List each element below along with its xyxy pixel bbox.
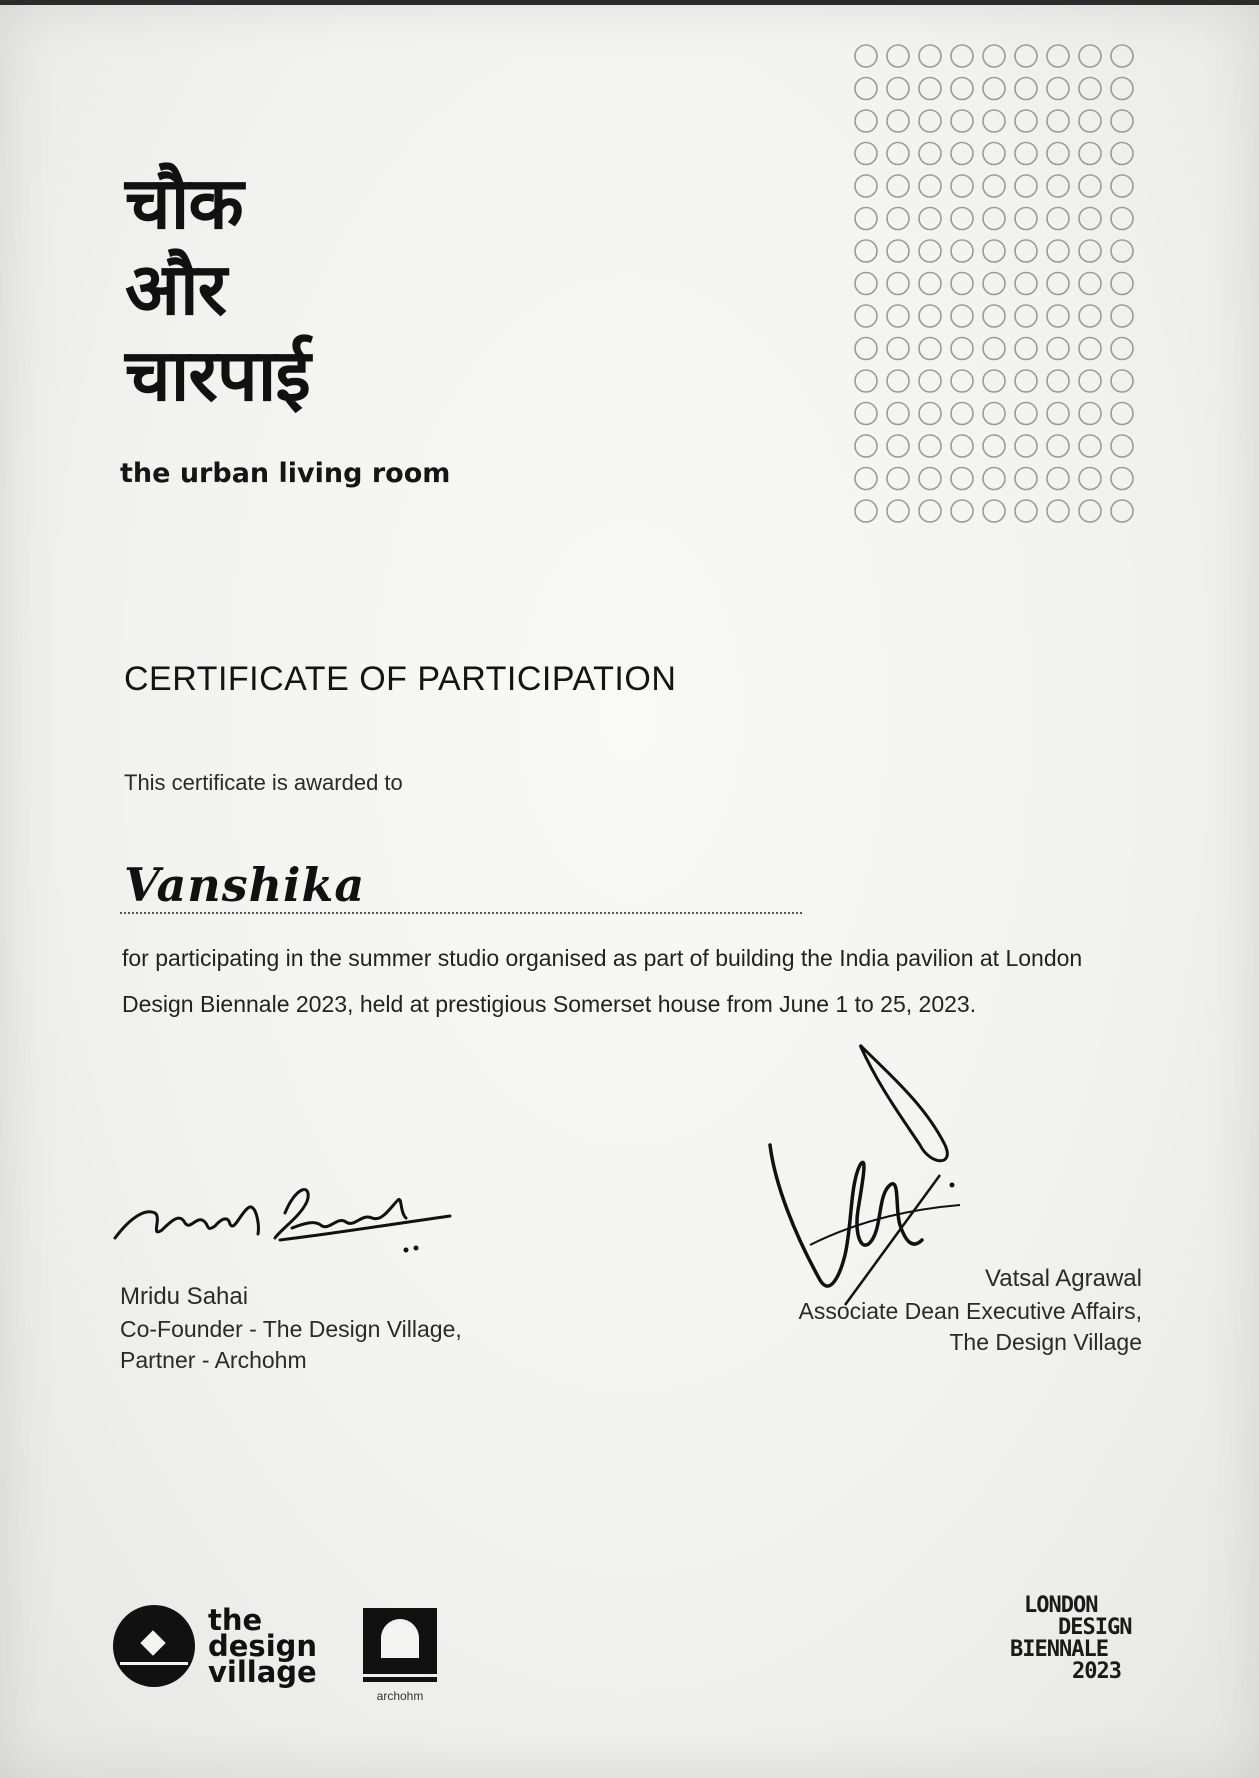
dot-grid-circle [1015,273,1037,295]
dot-grid-circle [1111,208,1133,230]
signature-left [110,1168,470,1258]
dot-grid-circle [983,403,1005,425]
dot-grid-circle [1047,45,1069,67]
hindi-title [125,160,310,418]
dot-grid-circle [919,403,941,425]
dot-grid-circle [1015,110,1037,132]
dot-grid-circle [887,273,909,295]
dot-grid-circle [951,143,973,165]
dot-grid-circle [1015,45,1037,67]
dot-grid-circle [1079,45,1101,67]
dot-grid-circle [1111,78,1133,100]
design-village-word-2: design [208,1629,318,1663]
dot-grid-circle [855,78,877,100]
dot-grid-circle [951,45,973,67]
dot-grid-circle [983,143,1005,165]
dot-grid-circle [919,110,941,132]
dot-grid-circle [1111,175,1133,197]
dot-grid-circle [855,240,877,262]
dot-grid-circle [1047,208,1069,230]
awarded-to-text: This certificate is awarded to [124,770,403,795]
dot-grid-circle [1111,370,1133,392]
dot-grid-circle [1015,208,1037,230]
dot-grid-circle [919,45,941,67]
dot-grid-circle [983,110,1005,132]
dot-grid-circle [919,240,941,262]
dot-grid-circle [951,78,973,100]
dot-grid-circle [887,78,909,100]
dot-grid-circle [887,468,909,490]
design-village-wordmark [208,1603,318,1689]
archohm-label: archohm [376,1689,424,1703]
dot-grid-circle [887,370,909,392]
signer-left-role-line-2: Partner - Archohm [120,1347,307,1373]
dot-grid-circle [855,45,877,67]
dot-grid-circle [1015,305,1037,327]
dot-grid-circle [1015,370,1037,392]
archohm-mark-icon [363,1608,437,1682]
dot-grid-circle [951,500,973,522]
dot-grid-circle [1015,78,1037,100]
dot-grid-circle [855,403,877,425]
dot-grid-circle [983,208,1005,230]
dot-grid-circle [1079,78,1101,100]
dot-grid-circle [855,500,877,522]
dot-grid-circle [1079,435,1101,457]
dot-grid-circle [1079,110,1101,132]
dot-grid-decoration [852,42,1142,530]
dot-grid-circle [1015,143,1037,165]
dot-grid-circle [887,435,909,457]
dot-grid-circle [951,240,973,262]
recipient-dotted-line [120,912,802,914]
dot-grid-circle [919,305,941,327]
dot-grid-circle [951,175,973,197]
dot-grid-circle [919,208,941,230]
dot-grid-circle [887,338,909,360]
dot-grid-circle [983,468,1005,490]
dot-grid-circle [855,208,877,230]
dot-grid-circle [855,468,877,490]
hindi-title-line-2: और [125,247,227,331]
dot-grid-circle [919,143,941,165]
signer-right-role-line-1: Associate Dean Executive Affairs, [798,1298,1142,1324]
dot-grid-circle [1111,305,1133,327]
dot-grid-circle [919,273,941,295]
dot-grid-circle [1111,143,1133,165]
dot-grid-circle [855,435,877,457]
dot-grid-circle [1111,435,1133,457]
dot-grid-circle [1047,110,1069,132]
dot-grid-circle [1015,175,1037,197]
recipient-row [120,858,802,918]
ldb-line-1: LONDON [1024,1593,1098,1618]
dot-grid-circle [983,240,1005,262]
dot-grid-circle [887,110,909,132]
dot-grid-circle [1079,240,1101,262]
dot-grid-circle [1111,240,1133,262]
signer-left-name: Mridu Sahai [120,1283,249,1310]
dot-grid-circle [919,500,941,522]
signer-right-role-line-2: The Design Village [949,1329,1142,1355]
signer-right-block [799,1262,1142,1358]
dot-grid-circle [1047,468,1069,490]
dot-grid-circle [1111,273,1133,295]
dot-grid-circle [1047,305,1069,327]
dot-grid-circle [887,500,909,522]
recipient-name: Vanshika [124,858,366,912]
dot-grid-circle [1047,338,1069,360]
dot-grid-circle [1047,370,1069,392]
dot-grid-circle [951,305,973,327]
design-village-word-1: the [208,1603,263,1637]
dot-grid-circle [1015,500,1037,522]
dot-grid-circle [1079,273,1101,295]
dot-grid-circle [887,208,909,230]
dot-grid-circle [1079,338,1101,360]
ldb-line-4: 2023 [1072,1659,1121,1684]
dot-grid-circle [1079,175,1101,197]
signer-left-role-line-1: Co-Founder - The Design Village, [120,1316,462,1342]
dot-grid-circle [919,468,941,490]
dot-grid-circle [951,370,973,392]
hindi-title-line-1: चौक [125,161,243,245]
dot-grid-circle [1015,403,1037,425]
certificate-heading: CERTIFICATE OF PARTICIPATION [124,660,677,698]
dot-grid-circle [1111,45,1133,67]
dot-grid-circle [951,468,973,490]
dot-grid-circle [1079,370,1101,392]
london-design-biennale-logo [1010,1595,1150,1683]
subtitle: the urban living room [120,458,451,489]
dot-grid-circle [855,273,877,295]
dot-grid-circle [919,338,941,360]
dot-grid-circle [983,370,1005,392]
dot-grid-circle [1015,468,1037,490]
dot-grid-circle [1047,500,1069,522]
certificate-description: for participating in the summer studio organised as part of building the India pavilion at London Design Biennale 2023, held at prestigious Somerset house from June 1 to 25, 2023. [122,945,1083,1017]
dot-grid-circle [1047,78,1069,100]
dot-grid-circle [951,110,973,132]
dot-grid-circle [887,305,909,327]
dot-grid-circle [951,338,973,360]
dot-grid-circle [983,305,1005,327]
signer-right-name: Vatsal Agrawal [985,1265,1142,1292]
dot-grid-circle [983,175,1005,197]
dot-grid-circle [1111,110,1133,132]
dot-grid-circle [983,78,1005,100]
dot-grid-circle [887,240,909,262]
dot-grid-circle [983,273,1005,295]
dot-grid-circle [855,143,877,165]
dot-grid-circle [1079,468,1101,490]
dot-grid-circle [951,403,973,425]
dot-grid-circle [951,435,973,457]
dot-grid-circle [855,338,877,360]
top-border [0,0,1259,5]
dot-grid-circle [855,370,877,392]
dot-grid-circle [951,273,973,295]
dot-grid-circle [983,500,1005,522]
dot-grid-circle [1079,305,1101,327]
dot-grid-circle [1079,143,1101,165]
dot-grid-circle [1015,240,1037,262]
dot-grid-circle [1111,500,1133,522]
dot-grid-circle [919,370,941,392]
ldb-line-2: DESIGN [1058,1615,1132,1640]
design-village-logo [112,1604,317,1688]
dot-grid-circle [1079,500,1101,522]
dot-grid-circle [1015,338,1037,360]
signer-left-block [120,1280,462,1376]
dot-grid-circle [951,208,973,230]
dot-grid-circle [1079,208,1101,230]
dot-grid-circle [1111,403,1133,425]
dot-grid-circle [887,45,909,67]
dot-grid-circle [919,78,941,100]
dot-grid-circle [983,435,1005,457]
dot-grid-circle [1047,240,1069,262]
dot-grid-circle [855,110,877,132]
hindi-title-line-3: चारपाई [125,333,310,417]
dot-grid-circle [1111,338,1133,360]
design-village-mark-icon [112,1604,196,1688]
design-village-word-3: village [208,1655,317,1689]
dot-grid-circle [919,435,941,457]
dot-grid-circle [855,175,877,197]
archohm-logo [360,1608,440,1703]
ldb-line-3: BIENNALE [1010,1637,1108,1662]
dot-grid-circle [1047,403,1069,425]
dot-grid-circle [983,338,1005,360]
dot-grid-circle [1079,403,1101,425]
dot-grid-circle [855,305,877,327]
dot-grid-circle [887,143,909,165]
dot-grid-circle [1047,175,1069,197]
dot-grid-circle [887,403,909,425]
dot-grid-circle [1047,143,1069,165]
dot-grid-circle [1047,435,1069,457]
dot-grid-circle [919,175,941,197]
dot-grid-circle [1015,435,1037,457]
dot-grid-circle [1047,273,1069,295]
dot-grid-circle [887,175,909,197]
dot-grid-circle [1111,468,1133,490]
dot-grid-circle [983,45,1005,67]
